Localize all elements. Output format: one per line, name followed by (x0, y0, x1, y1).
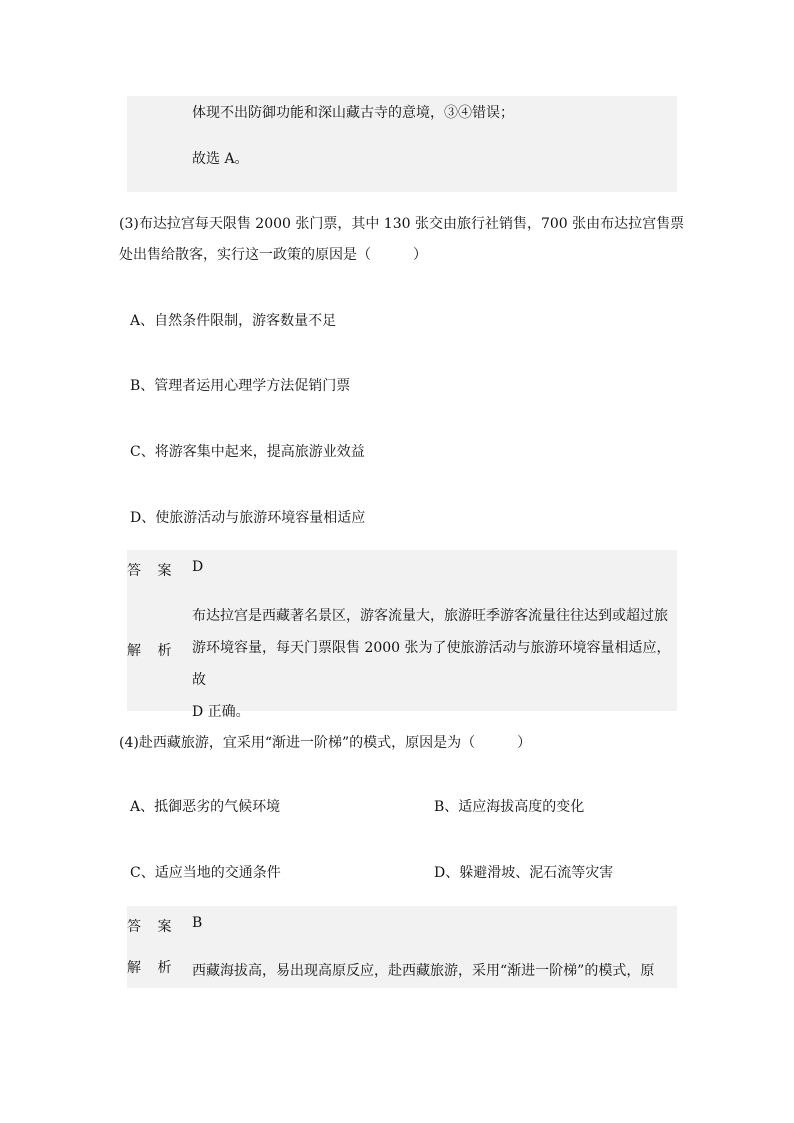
q4-answer-box (127, 906, 677, 988)
q4-option-b[interactable]: B、适应海拔高度的变化 (434, 799, 585, 815)
q4-answer-value: B (192, 915, 203, 931)
q3-analysis-line-3: D 正确。 (192, 704, 250, 720)
q3-analysis-label: 解 析 (127, 643, 178, 659)
prev-analysis-box (127, 96, 677, 192)
q3-stem-line-1: (3)布达拉宫每天限售 2000 张门票，其中 130 张交由旅行社销售，700 张由布达拉宫售票 (119, 216, 685, 232)
q3-answer-box (127, 550, 677, 720)
q4-answer-label: 答 案 (127, 919, 178, 935)
q3-answer-label: 答 案 (127, 563, 178, 579)
q3-option-a[interactable]: A、自然条件限制，游客数量不足 (130, 313, 337, 329)
q4-analysis-line-1: 西藏海拔高，易出现高原反应，赴西藏旅游，采用“渐进一阶梯”的模式，原 (192, 963, 655, 979)
q3-stem-line-2: 处出售给散客，实行这一政策的原因是（ ） (119, 247, 427, 263)
prev-analysis-line-2: 故选 A。 (192, 151, 249, 167)
q4-option-c[interactable]: C、适应当地的交通条件 (130, 865, 281, 881)
q3-analysis-text (192, 600, 674, 728)
q3-analysis-line-2: 游环境容量，每天门票限售 2000 张为了使旅游活动与旅游环境容量相适应，故 (192, 640, 671, 688)
q4-option-a[interactable]: A、抵御恶劣的气候环境 (130, 799, 281, 815)
q3-analysis-line-1: 布达拉宫是西藏著名景区，游客流量大，旅游旺季游客流量往往达到或超过旅 (192, 608, 668, 624)
q4-option-d[interactable]: D、躲避滑坡、泥石流等灾害 (434, 865, 614, 881)
q4-stem: (4)赴西藏旅游，宜采用“渐进一阶梯”的模式，原因是为（ ） (119, 735, 532, 751)
q3-answer-value: D (192, 559, 204, 575)
q3-option-b[interactable]: B、管理者运用心理学方法促销门票 (130, 378, 351, 394)
q4-analysis-label: 解 析 (127, 960, 178, 976)
q3-option-d[interactable]: D、使旅游活动与旅游环境容量相适应 (130, 510, 366, 526)
q3-option-c[interactable]: C、将游客集中起来，提高旅游业效益 (130, 444, 365, 460)
prev-analysis-line-1: 体现不出防御功能和深山藏古寺的意境，③④错误； (192, 105, 514, 121)
